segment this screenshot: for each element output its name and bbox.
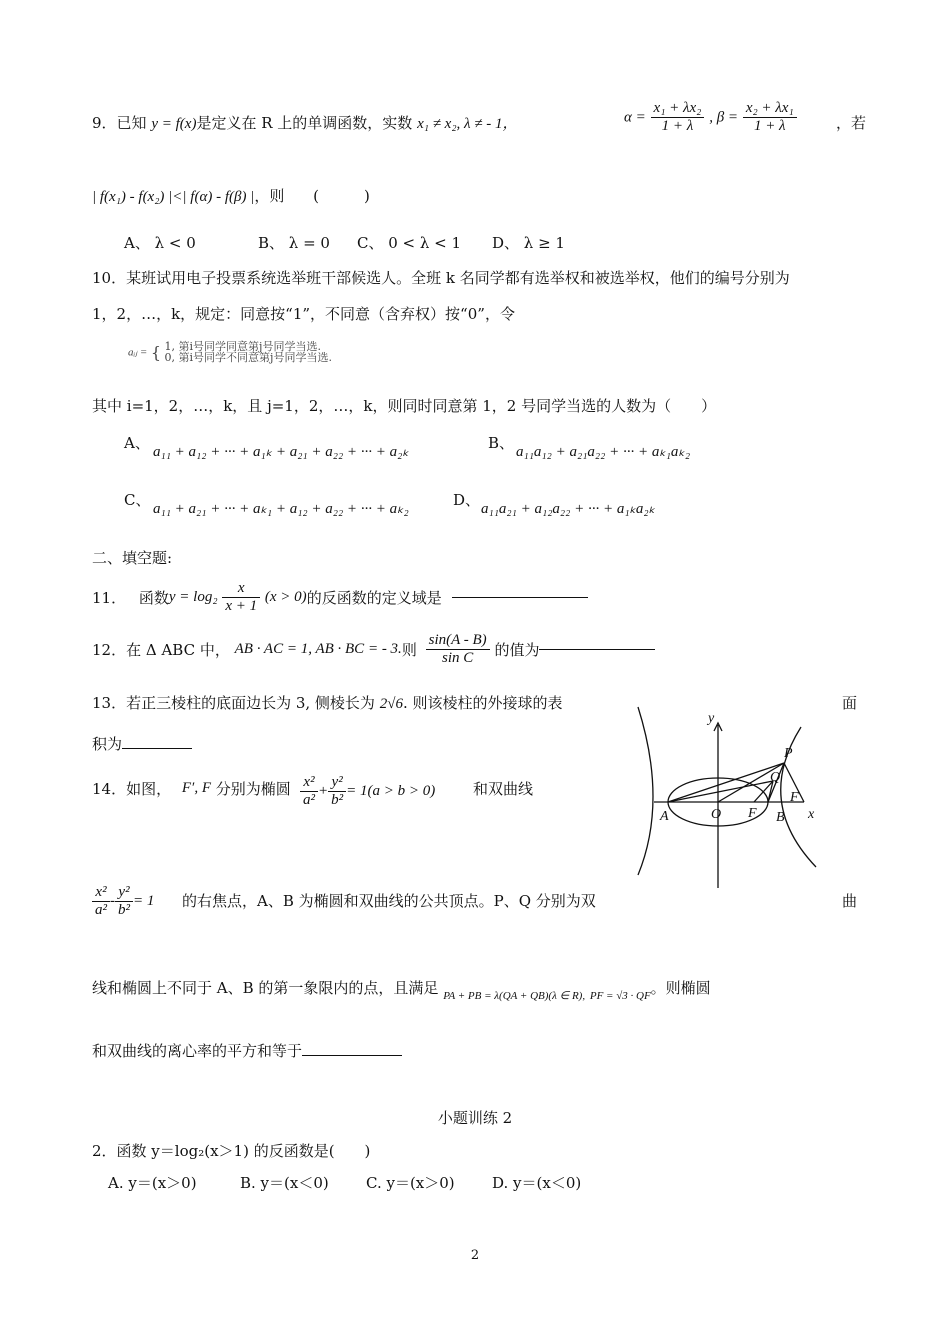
q12-line — [92, 632, 655, 667]
q9-text-c: ，若 — [836, 114, 867, 132]
fig-label-x: x — [808, 807, 815, 822]
q13-answer-blank[interactable] — [122, 748, 192, 749]
q13-line2 — [92, 733, 192, 754]
q9-condition: x₁ ≠ x₂, λ ≠ - 1， — [417, 116, 518, 132]
q9-alpha-lhs: α = — [624, 109, 646, 126]
q13-text-b: . 则该棱柱的外接球的表 — [402, 694, 563, 712]
q14-text-a: 分别为椭圆 — [215, 780, 291, 798]
q14-foci: F′, F — [181, 780, 211, 796]
q10-def-cases — [165, 341, 332, 363]
q14-hyperbola-a2: a² — [95, 902, 107, 918]
q14-answer-blank[interactable] — [302, 1055, 402, 1056]
q14-ellipse-frac-x — [300, 774, 318, 809]
q9-text-a: 已知 — [116, 114, 147, 132]
q13-right-char: 面 — [842, 694, 858, 712]
fig-label-P: P — [784, 746, 793, 761]
q12-vector-condition: AB · AC = 1, AB · BC = - 3. — [234, 641, 402, 657]
q10-option-b-expr: a₁₁a₁₂ + a₂₁a₂₂ + ··· + aₖ₁aₖ₂ — [516, 444, 691, 460]
q13-line1 — [92, 692, 563, 713]
q11-number: 11． — [92, 589, 127, 607]
q10-def-case1: 1, 第i号同学同意第j号同学当选. — [164, 340, 321, 353]
q14-ellipse-equation — [300, 774, 435, 809]
q10-def-brace: { — [150, 342, 162, 362]
q11-fraction — [222, 580, 260, 615]
q2-line: 2．函数 y＝log₂(x＞1) 的反函数是( ) — [92, 1142, 371, 1160]
q14-vector-condition-2: PF = √3 · QF — [589, 990, 651, 1002]
q9-beta-numerator: x₂ + λx₁ — [743, 100, 797, 118]
q14-line3 — [92, 977, 711, 1002]
q14-hyperbola-minus: - — [110, 893, 115, 909]
q11-denominator: x + 1 — [225, 598, 258, 614]
q14-ellipse-rhs: = 1(a > b > 0) — [346, 783, 436, 799]
q14-ellipse-b2: b² — [331, 792, 344, 808]
q14-hyperbola-b2: b² — [118, 902, 130, 918]
q10-option-b-label: B、 — [488, 434, 515, 452]
q13-text-a: 13．若正三棱柱的底面边长为 3, 侧棱长为 — [92, 694, 375, 712]
page-number: 2 — [470, 1248, 480, 1263]
q14-hyperbola-frac-x — [92, 884, 110, 919]
q9-number: 9． — [92, 114, 117, 132]
q2-option-c: C. y＝(x＞0) — [366, 1174, 455, 1192]
q9-answer-paren: ( ) — [313, 187, 370, 205]
q10-definition — [128, 341, 332, 363]
fig-label-F-inner: F — [748, 806, 757, 821]
q14-hyperbola-equation — [92, 884, 154, 919]
q10-option-c-expr: a₁₁ + a₂₁ + ··· + aₖ₁ + a₁₂ + a₂₂ + ··· + aₖ₂ — [153, 501, 409, 517]
q9-beta-denominator: 1 + λ — [753, 118, 786, 134]
q14-ellipse-frac-y — [328, 774, 346, 809]
q10-def-lhs: aᵢⱼ = — [128, 346, 148, 359]
q9-line2 — [92, 185, 370, 206]
hyperbola-left-branch — [638, 707, 653, 875]
q9-function: y = f(x) — [151, 116, 197, 132]
q11-answer-blank[interactable] — [452, 597, 588, 598]
q9-option-a: A、 λ < 0 — [124, 234, 196, 252]
q9-beta-lhs: , β = — [709, 109, 739, 126]
q12-numerator: sin(A - B) — [426, 632, 490, 650]
q14-text-c: 的右焦点，A、B 为椭圆和双曲线的公共顶点。P、Q 分别为双 — [182, 892, 596, 910]
q11-lhs: y = log₂ — [168, 589, 218, 605]
q9-alpha-denominator: 1 + λ — [661, 118, 694, 134]
q12-fraction — [426, 632, 490, 667]
q11-numerator: x — [222, 580, 260, 598]
q10-option-c-label: C、 — [124, 491, 151, 509]
q11-text-b: 的反函数的定义域是 — [306, 589, 442, 607]
q9-alpha-numerator: x₁ + λx₂ — [651, 100, 705, 118]
fig-label-B: B — [776, 810, 785, 825]
q11-line — [92, 580, 588, 615]
q2-option-b: B. y＝(x＜0) — [240, 1174, 329, 1192]
q10-option-a-label: A、 — [124, 434, 150, 452]
q14-hyperbola-frac-y — [115, 884, 133, 919]
q2-option-d: D. y＝(x＜0) — [492, 1174, 582, 1192]
q9-beta-fraction — [743, 100, 797, 135]
q10-option-d-expr: a₁₁a₂₁ + a₁₂a₂₂ + ··· + a₁ₖa₂ₖ — [481, 501, 656, 517]
q10-option-d-label: D、 — [453, 491, 481, 509]
q14-ellipse-x2: x² — [300, 774, 318, 792]
q9-alpha-beta — [624, 100, 797, 135]
section-fill-in-heading: 二、填空题: — [92, 549, 173, 567]
fig-label-Q: Q — [770, 770, 781, 785]
q9-option-c: C、 0 < λ < 1 — [357, 234, 462, 252]
q14-hyperbola-rhs: = 1 — [133, 893, 155, 909]
q12-text-a: 12．在 Δ ABC 中， — [92, 641, 230, 659]
q14-hyperbola-x2: x² — [92, 884, 110, 902]
q14-ellipse-a2: a² — [303, 792, 315, 808]
q2-option-a: A. y＝(x＞0) — [108, 1174, 197, 1192]
q9-option-d: D、 λ ≥ 1 — [492, 234, 565, 252]
q14-text-e: 。则椭圆 — [650, 979, 711, 997]
q9-text-b: 是定义在 R 上的单调函数，实数 — [196, 114, 413, 132]
q14-figure — [626, 705, 834, 890]
q10-def-case2: 0, 第i号同学不同意第j号同学当选. — [164, 351, 332, 364]
fig-label-O: O — [711, 807, 722, 822]
q10-line1: 10．某班试用电子投票系统选举班干部候选人。全班 k 名同学都有选举权和被选举权，他们的编号分别为 — [92, 269, 790, 287]
q12-denominator: sin C — [442, 650, 474, 666]
q10-line3: 其中 i=1，2，…，k，且 j=1，2，…，k，则同时同意第 1，2 号同学当选的人数为（ ） — [92, 397, 717, 415]
q12-then: 则 — [401, 641, 417, 659]
fig-label-F-outer: F — [790, 790, 799, 805]
q13-text-c: 积为 — [92, 735, 123, 753]
fig-label-y: y — [708, 711, 715, 726]
q14-line4 — [92, 1040, 402, 1061]
q10-line2: 1，2，…，k，规定：同意按“1”，不同意（含弃权）按“0”，令 — [92, 305, 515, 323]
q14-text-d: 线和椭圆上不同于 A、B 的第一象限内的点，且满足 — [92, 979, 439, 997]
q12-answer-blank[interactable] — [539, 649, 655, 650]
q9-inequality: | f(x₁) - f(x₂) |<| f(α) - f(β) | — [92, 189, 255, 205]
q12-text-b: 的值为 — [494, 641, 540, 659]
q9-alpha-fraction — [651, 100, 705, 135]
q14-vector-condition: PA + PB = λ(QA + QB)(λ ∈ R), — [443, 990, 586, 1002]
q14-number: 14．如图， — [92, 780, 172, 798]
q11-text-a: 函数 — [138, 589, 169, 607]
q10-option-a-expr: a₁₁ + a₁₂ + ··· + a₁ₖ + a₂₁ + a₂₂ + ··· + a₂ₖ — [153, 444, 409, 460]
q9-line1 — [92, 112, 518, 133]
q14-right-char: 曲 — [842, 892, 858, 910]
q14-text-f: 和双曲线的离心率的平方和等于 — [92, 1042, 303, 1060]
q14-ellipse-y2: y² — [328, 774, 346, 792]
section-title: 小题训练 2 — [437, 1109, 513, 1127]
fig-label-A: A — [660, 809, 669, 824]
q14-text-b: 和双曲线 — [473, 780, 534, 798]
q14-ellipse-plus: + — [318, 783, 329, 799]
q9-option-b: B、 λ = 0 — [258, 234, 330, 252]
q14-line1 — [92, 778, 291, 799]
q14-hyperbola-y2: y² — [115, 884, 133, 902]
q13-root: 2√6 — [379, 696, 403, 712]
q11-condition: (x > 0) — [264, 589, 307, 605]
q9-then: ，则 — [254, 187, 285, 205]
